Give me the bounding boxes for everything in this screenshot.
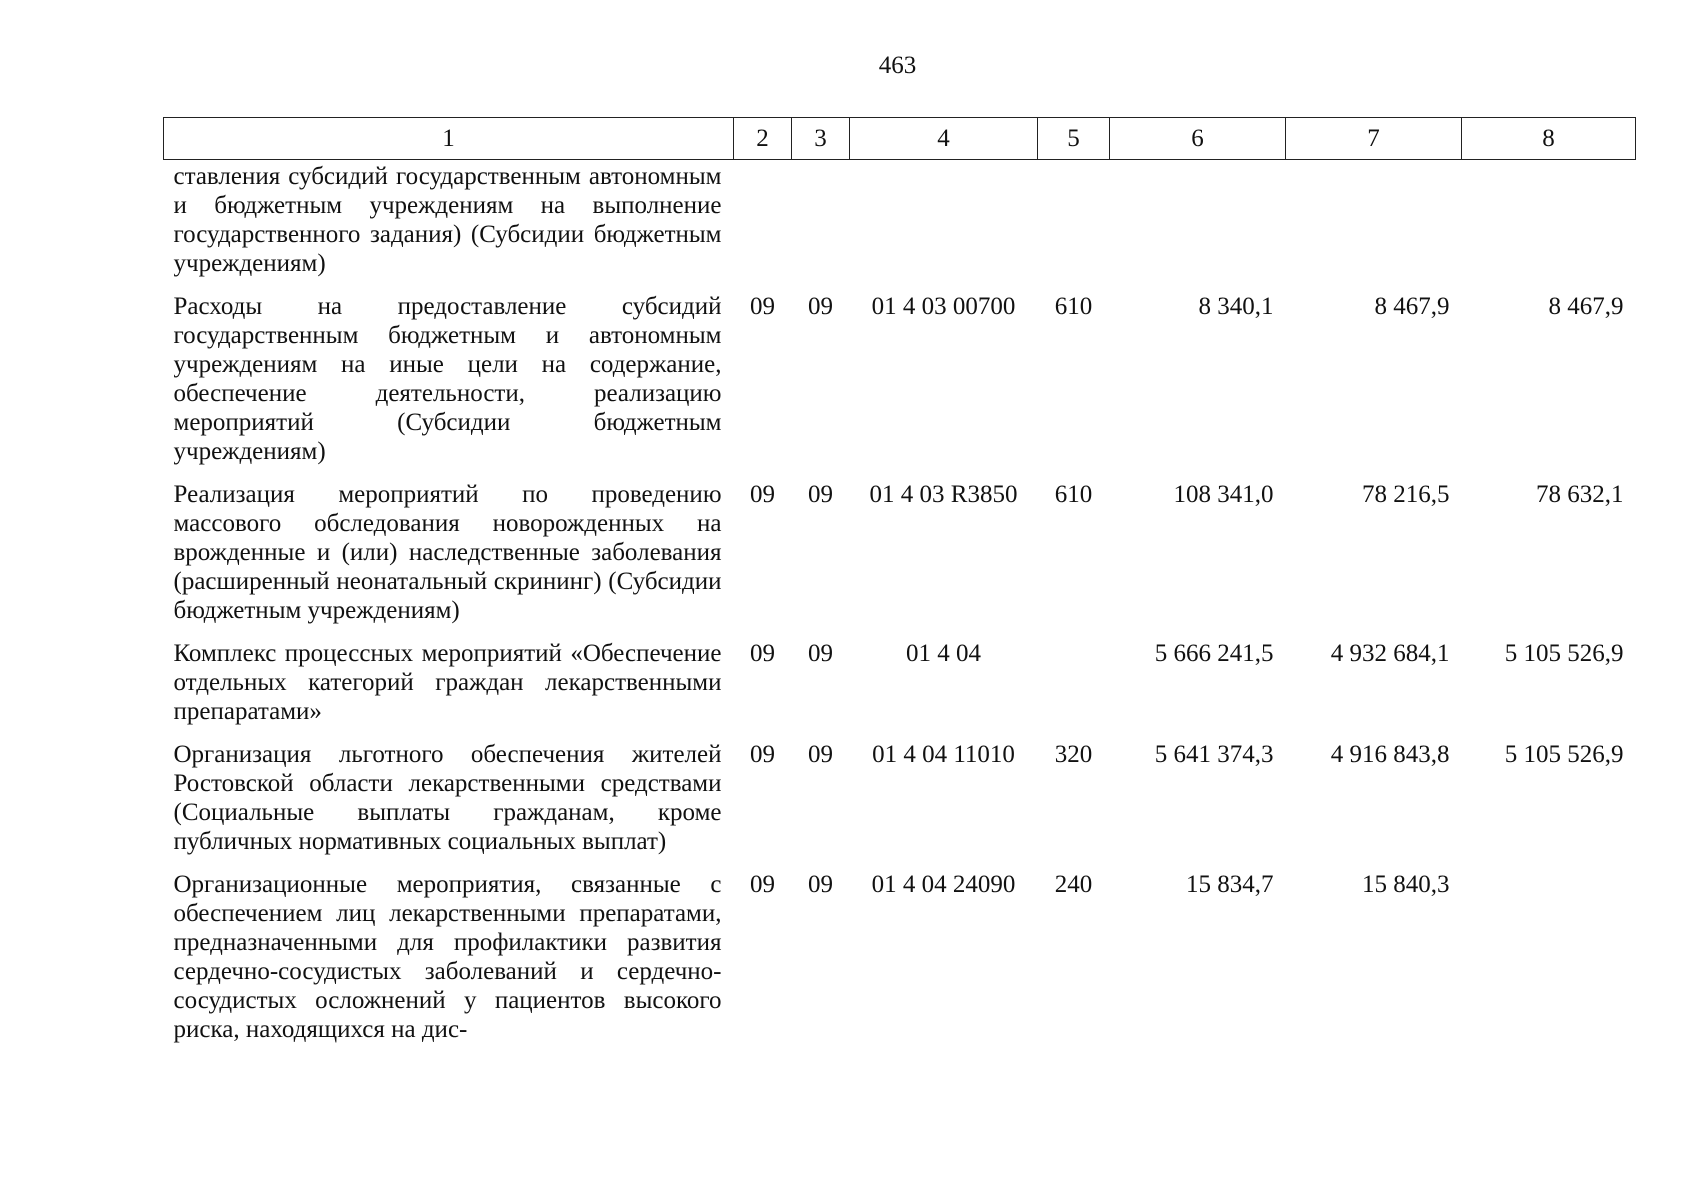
row-subsection: 09 — [808, 640, 833, 667]
row-amount-6: 15 834,7 — [1186, 871, 1274, 898]
budget-table — [163, 117, 1636, 1058]
row-section — [734, 160, 792, 293]
row-expense-type: 240 — [1054, 871, 1093, 898]
row-expense-type: 610 — [1054, 293, 1093, 320]
row-amount-6: 8 340,1 — [1198, 293, 1274, 320]
row-target-code: 01 4 04 11010 — [872, 741, 1015, 768]
header-col-4: 4 — [850, 118, 1038, 160]
row-amount-7: 78 216,5 — [1362, 481, 1450, 508]
row-description: Комплекс процессных мероприятий «Обеспечение отдельных категорий граждан лекарственными препаратами» — [173, 640, 722, 725]
row-target-code: 01 4 04 — [906, 640, 981, 667]
table-header-row — [164, 118, 1636, 160]
table-row — [164, 639, 1636, 740]
header-col-1: 1 — [164, 118, 734, 160]
header-col-5: 5 — [1038, 118, 1110, 160]
header-col-2: 2 — [734, 118, 792, 160]
row-description: Расходы на предоставление субсидий государственным бюджетным и автономным учреждениям на иные цели на содержание, обеспечение деятельности, реализацию мероприятий (Субсидии бюджетным учреждениям) — [173, 293, 722, 465]
page-number: 463 — [878, 52, 917, 79]
row-expense-type — [1038, 160, 1110, 293]
row-subsection — [792, 160, 850, 293]
row-amount-8: 5 105 526,9 — [1504, 640, 1624, 667]
row-target-code: 01 4 03 R3850 — [869, 481, 1018, 508]
row-amount-8 — [1462, 870, 1636, 1058]
row-section: 09 — [750, 871, 775, 898]
row-amount-8: 78 632,1 — [1536, 481, 1624, 508]
row-target-code: 01 4 03 00700 — [871, 293, 1016, 320]
row-description: Реализация мероприятий по проведению массового обследования новорожденных на врожденные и (или) наследственные заболевания (расширенный неонатальный скрининг) (Субсидии бюджетным учреждениям) — [173, 481, 722, 624]
table-row — [164, 292, 1636, 480]
row-amount-6: 108 341,0 — [1173, 481, 1274, 508]
row-subsection: 09 — [808, 871, 833, 898]
table-row — [164, 870, 1636, 1058]
row-amount-8: 5 105 526,9 — [1504, 741, 1624, 768]
row-expense-type — [1038, 639, 1110, 740]
row-description: Организация льготного обеспечения жителей Ростовской области лекарственными средствами (Социальные выплаты гражданам, кроме публичных нормативных социальных выплат) — [173, 741, 722, 855]
row-subsection: 09 — [808, 741, 833, 768]
row-subsection: 09 — [808, 293, 833, 320]
row-expense-type: 320 — [1054, 741, 1093, 768]
table-row — [164, 480, 1636, 639]
row-amount-7: 8 467,9 — [1374, 293, 1450, 320]
row-amount-6: 5 641 374,3 — [1154, 741, 1274, 768]
row-amount-8 — [1462, 160, 1636, 293]
row-amount-6: 5 666 241,5 — [1154, 640, 1274, 667]
row-amount-8: 8 467,9 — [1548, 293, 1624, 320]
table-row — [164, 740, 1636, 870]
header-col-3: 3 — [792, 118, 850, 160]
row-description: ставления субсидий государственным автономным и бюджетным учреждениям на выполнение государственного задания) (Субсидии бюджетным учреждениям) — [173, 163, 722, 277]
row-amount-7: 4 916 843,8 — [1330, 741, 1450, 768]
row-section: 09 — [750, 640, 775, 667]
row-amount-7: 15 840,3 — [1362, 871, 1450, 898]
row-target-code: 01 4 04 24090 — [871, 871, 1016, 898]
header-col-8: 8 — [1462, 118, 1636, 160]
row-amount-6 — [1110, 160, 1286, 293]
row-target-code — [850, 160, 1038, 293]
table-row — [164, 160, 1636, 293]
row-amount-7: 4 932 684,1 — [1330, 640, 1450, 667]
row-section: 09 — [750, 741, 775, 768]
row-expense-type: 610 — [1054, 481, 1093, 508]
row-section: 09 — [750, 293, 775, 320]
row-amount-7 — [1286, 160, 1462, 293]
header-col-7: 7 — [1286, 118, 1462, 160]
row-description: Организационные мероприятия, связанные с обеспечением лиц лекарственными препаратами, предназначенными для профилактики развития сердечно-сосудистых заболеваний и сердечно-сосудистых осложнений у пациентов высокого риска, находящихся на дис- — [173, 871, 722, 1043]
row-section: 09 — [750, 481, 775, 508]
header-col-6: 6 — [1110, 118, 1286, 160]
row-subsection: 09 — [808, 481, 833, 508]
